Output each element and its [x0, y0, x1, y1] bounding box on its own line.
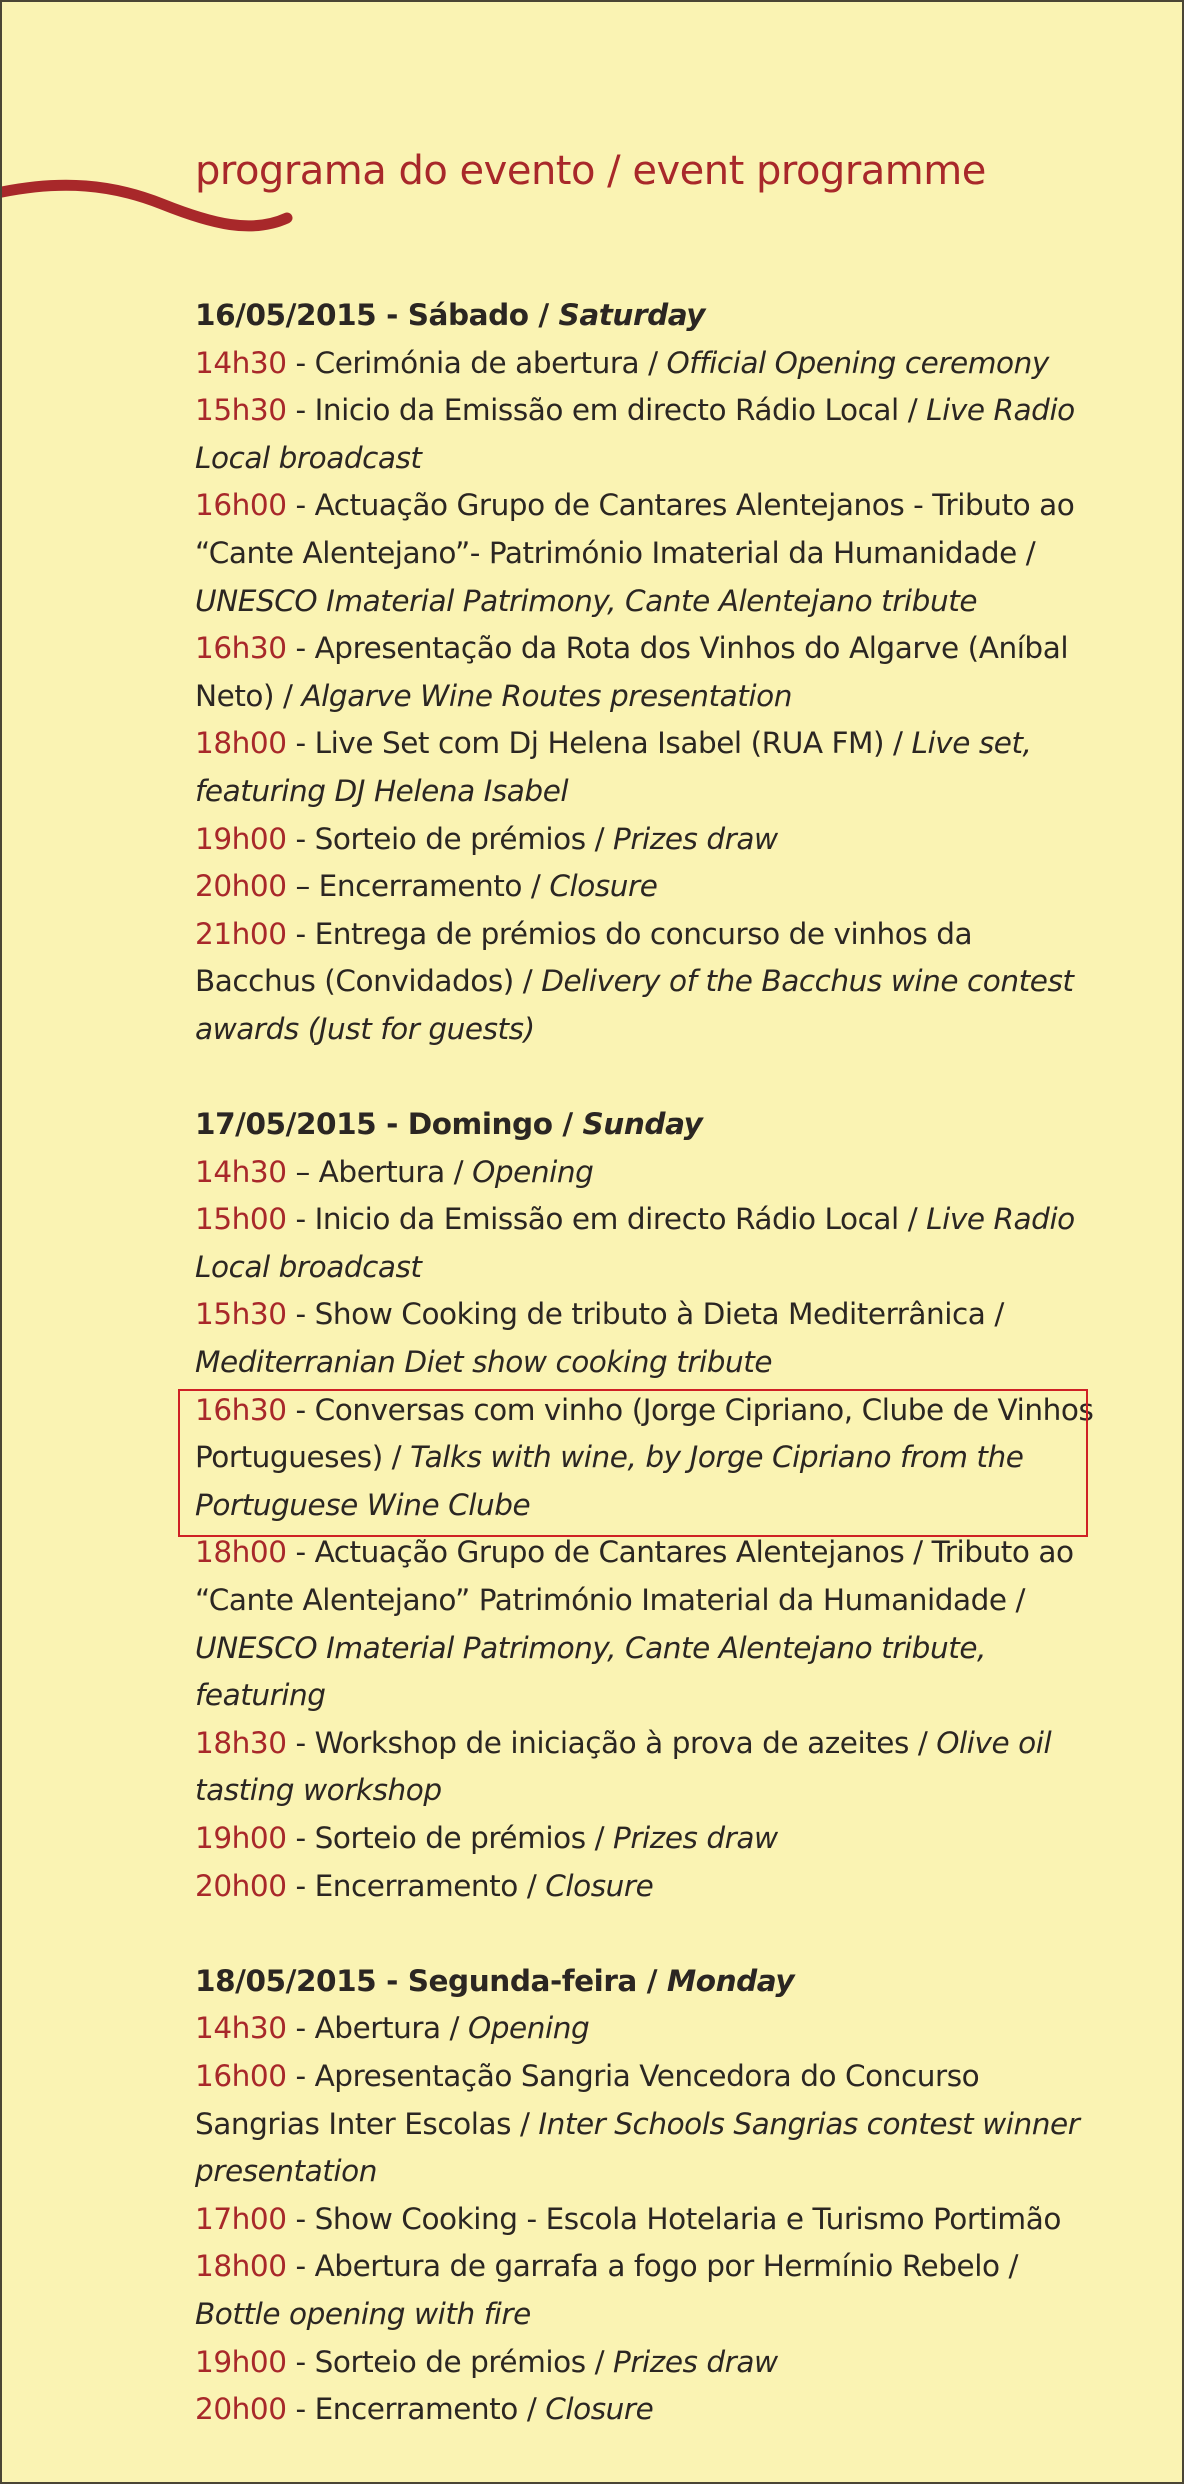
- page-title: programa do evento / event programme: [195, 148, 986, 194]
- entry-text-en: Live Radio Local broadcast: [195, 393, 1075, 475]
- entry-time: 21h00: [195, 916, 287, 951]
- entry-text-en: Bottle opening with fire: [195, 2296, 531, 2331]
- entry-time: 16h00: [195, 488, 287, 523]
- schedule-entry: [195, 1529, 1095, 1719]
- entry-text-pt: - Encerramento /: [286, 2392, 546, 2427]
- entry-text-pt: - Actuação Grupo de Cantares Alentejanos - Tributo ao “Cante Alentejano”- Património Imaterial da Humanidade /: [195, 488, 1075, 570]
- entry-text-pt: - Encerramento /: [286, 1868, 546, 1903]
- entry-text-en: UNESCO Imaterial Patrimony, Cante Alentejano tribute, featuring: [195, 1630, 986, 1713]
- day-section: [195, 292, 1095, 1054]
- entry-text-pt: - Workshop de iniciação à prova de azeites /: [286, 1725, 937, 1760]
- schedule-entry: [195, 482, 1095, 625]
- day-date-en: Monday: [666, 1963, 795, 1998]
- entry-text-pt: - Sorteio de prémios /: [286, 2344, 614, 2379]
- schedule-entry: [195, 720, 1095, 815]
- day-date: 18/05/2015 - Segunda-feira /: [195, 1963, 667, 1998]
- schedule-entry: [195, 625, 1095, 720]
- schedule-entry: [195, 911, 1095, 1054]
- entry-text-pt: - Apresentação Sangria Vencedora do Concurso Sangrias Inter Escolas /: [195, 2058, 980, 2141]
- entry-text-en: Closure: [545, 1868, 654, 1903]
- entry-text-en: Prizes draw: [613, 821, 778, 856]
- entry-time: 19h00: [195, 2344, 287, 2379]
- entry-text-pt: - Actuação Grupo de Cantares Alentejanos / Tributo ao “Cante Alentejano” Património Imaterial da Humanidade /: [195, 1535, 1074, 1618]
- entry-text-en: Closure: [549, 869, 658, 904]
- day-date: 16/05/2015 - Sábado /: [195, 298, 559, 332]
- entry-text-pt: – Encerramento /: [286, 869, 550, 904]
- entry-time: 19h00: [195, 821, 287, 856]
- entry-text-en: Talks with wine, by Jorge Cipriano from the Portuguese Wine Clube: [195, 1440, 1024, 1522]
- entry-time: 14h30: [195, 345, 287, 380]
- entry-time: 16h00: [195, 2058, 287, 2093]
- schedule-entry: [195, 816, 1095, 864]
- schedule-entry: [195, 1815, 1095, 1863]
- day-heading: [195, 1958, 1095, 2006]
- day-heading: [195, 292, 1095, 340]
- entry-text-en: Live Radio Local broadcast: [195, 1202, 1075, 1284]
- entry-text-pt: - Cerimónia de abertura /: [286, 345, 667, 380]
- programme-schedule: [195, 292, 1095, 2434]
- entry-text-pt: - Sorteio de prémios /: [286, 821, 614, 856]
- entry-text-pt: - Entrega de prémios do concurso de vinhos da Bacchus (Convidados) /: [195, 916, 973, 999]
- schedule-entry: [195, 2386, 1095, 2434]
- entry-text-en: Inter Schools Sangrias contest winner presentation: [195, 2106, 1080, 2189]
- entry-time: 16h30: [195, 1392, 287, 1427]
- entry-text-pt: - Apresentação da Rota dos Vinhos do Algarve (Aníbal Neto) /: [195, 631, 1069, 713]
- entry-time: 19h00: [195, 1821, 287, 1855]
- schedule-entry: [195, 1291, 1095, 1386]
- entry-time: 15h00: [195, 1202, 287, 1237]
- schedule-entry: [195, 340, 1095, 388]
- entry-text-pt: - Show Cooking - Escola Hotelaria e Turismo Portimão: [286, 2201, 1061, 2236]
- entry-text-pt: – Abertura /: [286, 1154, 473, 1189]
- schedule-entry: [195, 1196, 1095, 1291]
- entry-text-pt: - Live Set com Dj Helena Isabel (RUA FM) /: [286, 726, 912, 761]
- entry-text-en: Prizes draw: [613, 2344, 778, 2379]
- entry-text-en: Live set, featuring DJ Helena Isabel: [195, 726, 1032, 808]
- day-date-en: Sunday: [582, 1107, 703, 1142]
- schedule-entry: [195, 1720, 1095, 1815]
- entry-time: 15h30: [195, 1297, 287, 1332]
- schedule-entry: [195, 2243, 1095, 2338]
- entry-text-pt: - Sorteio de prémios /: [286, 1821, 614, 1855]
- schedule-entry: [195, 2196, 1095, 2244]
- entry-text-en: Opening: [467, 2011, 590, 2046]
- entry-text-en: Opening: [472, 1154, 594, 1189]
- schedule-entry: [195, 1149, 1095, 1197]
- entry-time: 14h30: [195, 1154, 287, 1189]
- entry-time: 20h00: [195, 1868, 287, 1903]
- entry-text-pt: - Abertura de garrafa a fogo por Hermínio Rebelo /: [286, 2249, 1018, 2284]
- schedule-entry: [195, 1863, 1095, 1911]
- schedule-entry: [195, 2339, 1095, 2387]
- entry-time: 18h30: [195, 1725, 287, 1760]
- schedule-entry: [195, 387, 1095, 482]
- entry-text-pt: - Conversas com vinho (Jorge Cipriano, Clube de Vinhos Portugueses) /: [195, 1392, 1094, 1475]
- schedule-entry: [195, 863, 1095, 911]
- entry-text-en: Official Opening ceremony: [666, 345, 1049, 380]
- entry-time: 18h00: [195, 2249, 287, 2284]
- entry-time: 20h00: [195, 869, 287, 904]
- entry-text-en: Prizes draw: [613, 1821, 778, 1855]
- entry-text-pt: - Inicio da Emissão em directo Rádio Local /: [286, 393, 927, 428]
- entry-text-en: Algarve Wine Routes presentation: [301, 678, 792, 713]
- entry-time: 15h30: [195, 393, 287, 428]
- day-date: 17/05/2015 - Domingo /: [195, 1107, 583, 1142]
- entry-time: 18h00: [195, 726, 287, 761]
- schedule-entry: [195, 2053, 1095, 2196]
- entry-text-pt: - Show Cooking de tributo à Dieta Mediterrânica /: [286, 1297, 1004, 1332]
- entry-text-pt: - Abertura /: [286, 2011, 468, 2046]
- day-section: [195, 1101, 1095, 1910]
- entry-text-en: Delivery of the Bacchus wine contest awards (Just for guests): [195, 964, 1074, 1046]
- entry-time: 17h00: [195, 2201, 287, 2236]
- entry-text-pt: - Inicio da Emissão em directo Rádio Local /: [286, 1202, 927, 1237]
- entry-text-en: Closure: [545, 2392, 654, 2427]
- entry-text-en: UNESCO Imaterial Patrimony, Cante Alentejano tribute: [195, 583, 978, 618]
- entry-text-en: Olive oil tasting workshop: [195, 1725, 1052, 1808]
- entry-time: 20h00: [195, 2392, 287, 2427]
- entry-time: 18h00: [195, 1535, 287, 1570]
- schedule-entry: [195, 2005, 1095, 2053]
- entry-time: 16h30: [195, 631, 287, 666]
- day-heading: [195, 1101, 1095, 1149]
- day-date-en: Saturday: [558, 298, 706, 332]
- highlighted-schedule-entry: [195, 1387, 1095, 1530]
- entry-text-en: Mediterranian Diet show cooking tribute: [195, 1345, 773, 1380]
- day-section: [195, 1958, 1095, 2434]
- entry-time: 14h30: [195, 2011, 287, 2046]
